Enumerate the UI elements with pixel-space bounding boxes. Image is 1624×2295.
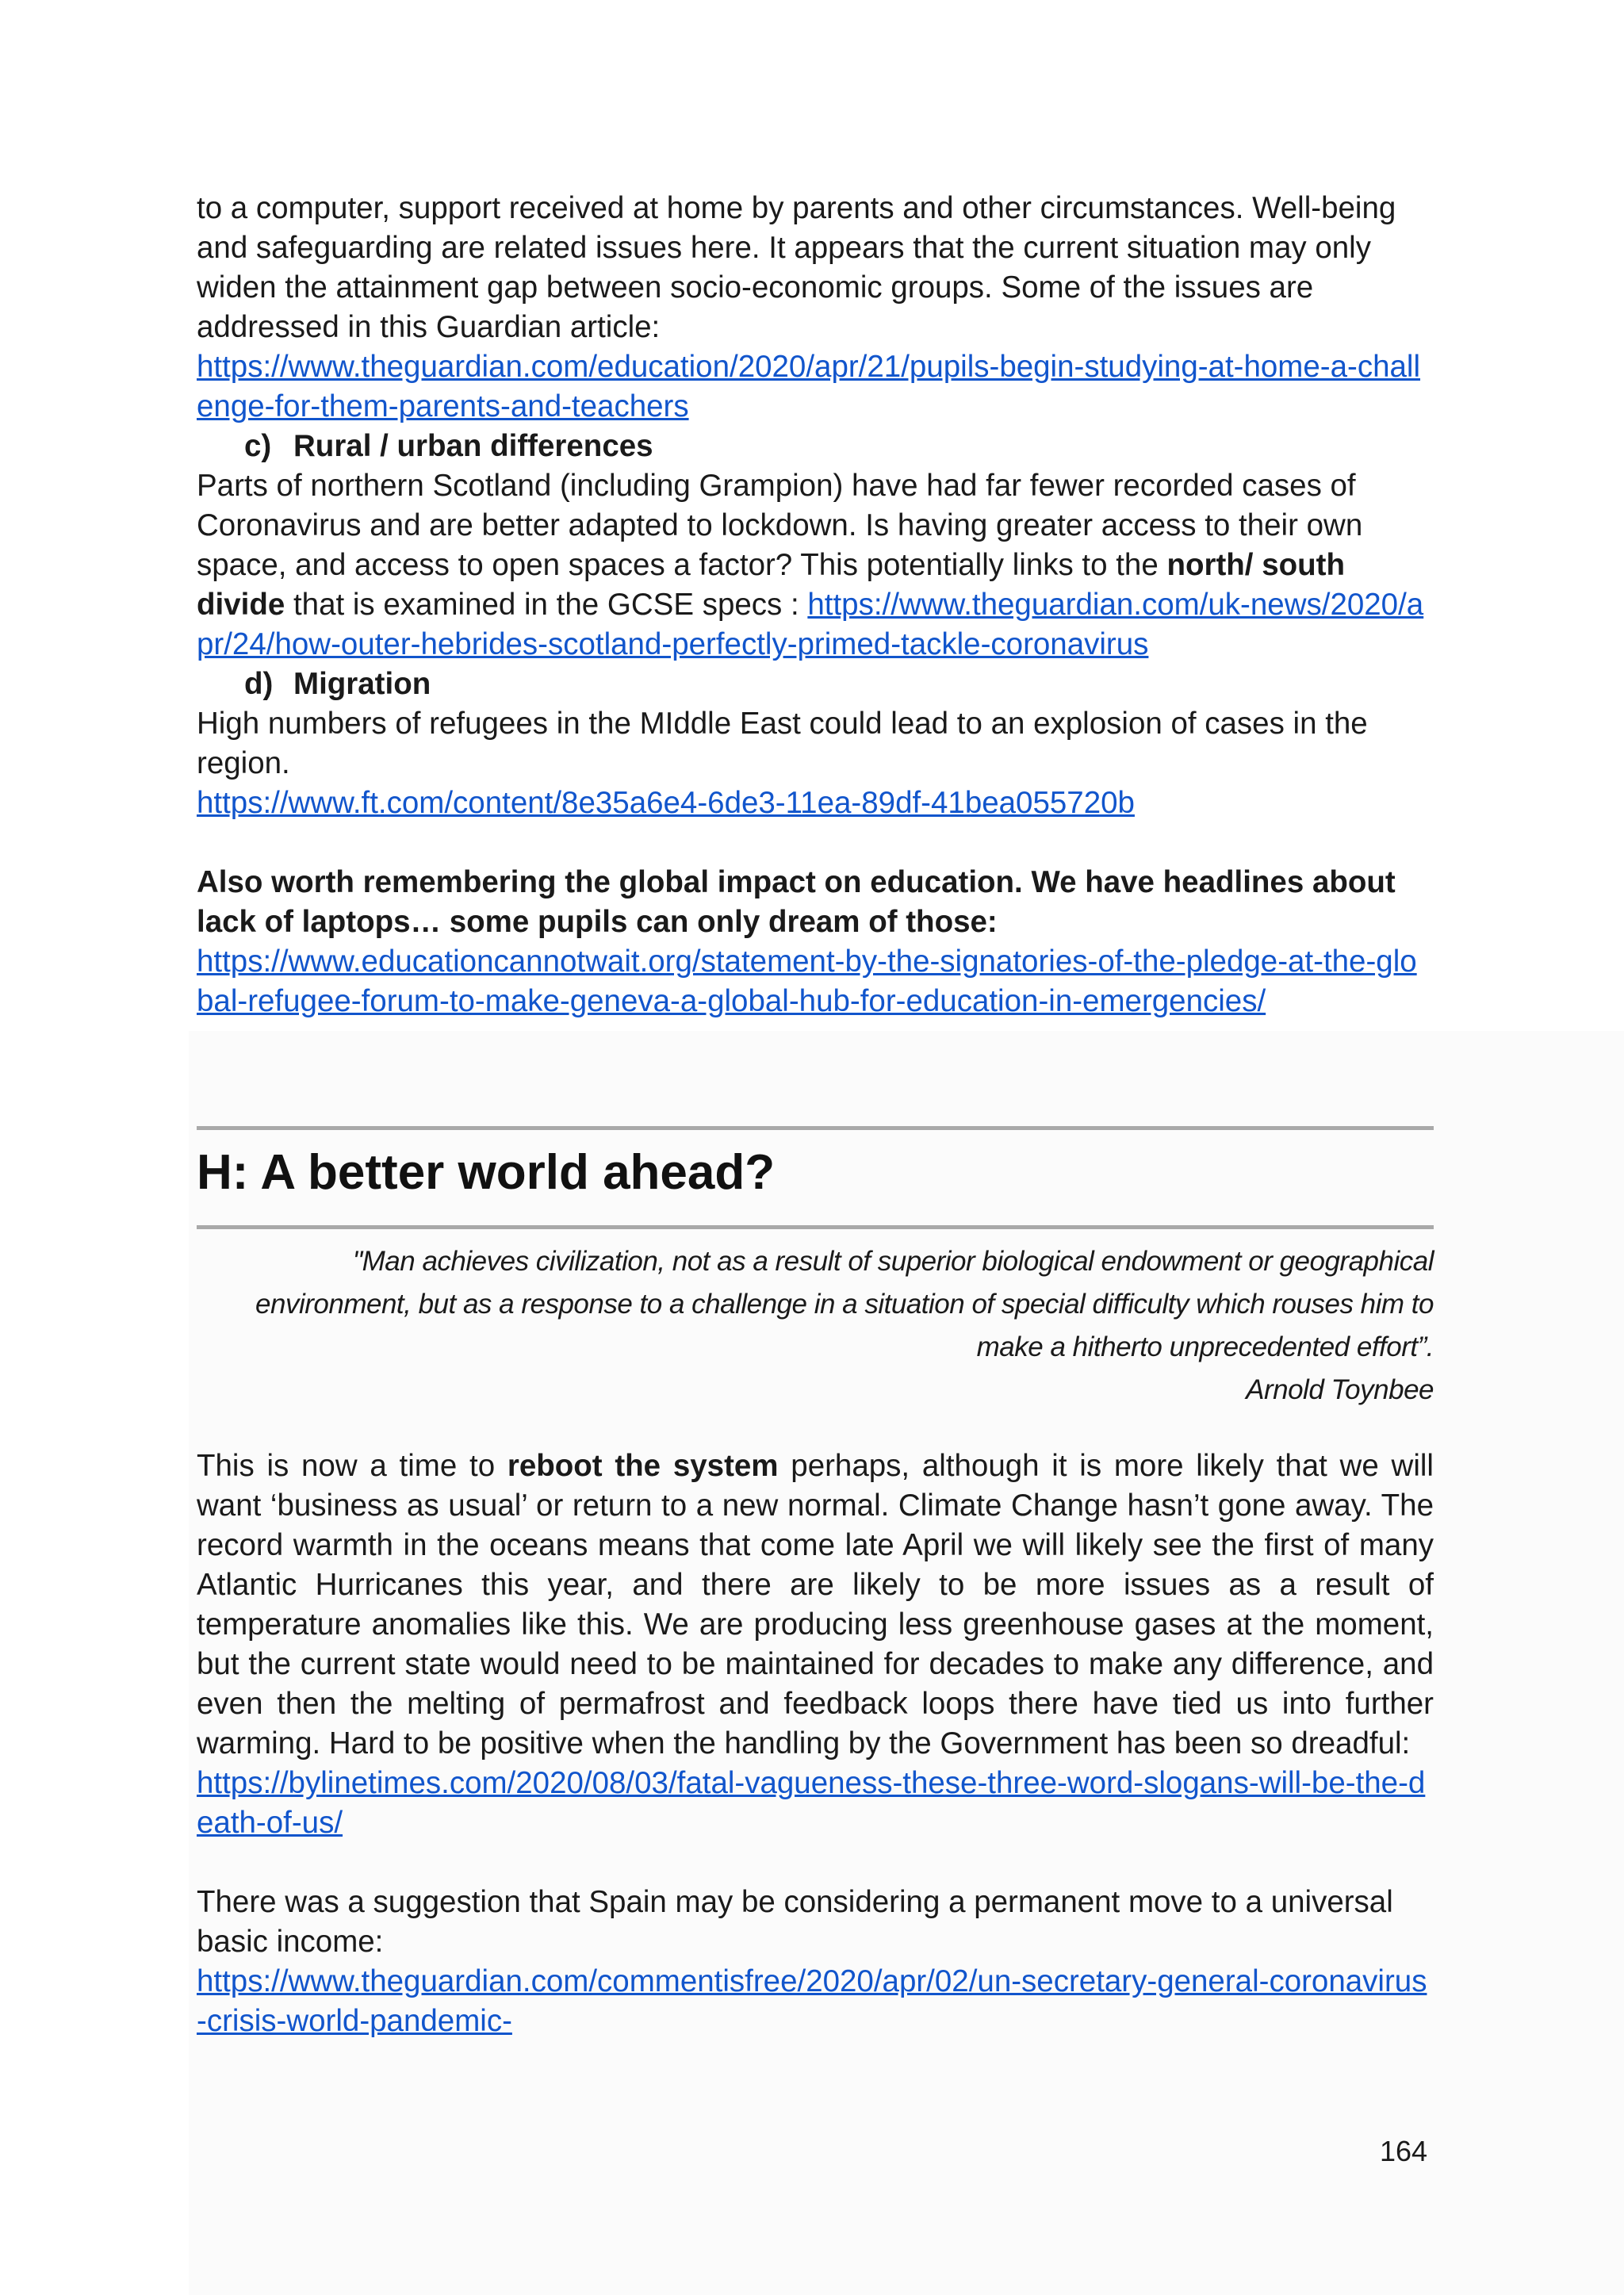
- guardian-education-link[interactable]: https://www.theguardian.com/education/2020/apr/21/pupils-begin-studying-at-home-a-challenge-for-them-parents-and-teachers: [197, 350, 1421, 423]
- section-heading: H: A better world ahead?: [197, 1145, 776, 1200]
- subheading-title: Rural / urban differences: [293, 429, 653, 463]
- rural-urban-paragraph: [197, 466, 1434, 665]
- basic-income-text: There was a suggestion that Spain may be considering a permanent move to a universal basic income:: [197, 1885, 1393, 1959]
- migration-paragraph: [197, 704, 1434, 823]
- intro-text: to a computer, support received at home by parents and other circumstances. Well-being and safeguarding are related issues here. It appears that the current situation may only widen the attainment gap between socio-economic groups. Some of the issues are addressed in this Guardian article:: [197, 191, 1396, 344]
- subheading-letter: d): [244, 667, 274, 701]
- byline-times-link[interactable]: https://bylinetimes.com/2020/08/03/fatal-vagueness-these-three-word-slogans-will-be-the-death-of-us/: [197, 1766, 1426, 1840]
- quote-line: "Man achieves civilization, not as a result of superior biological endowment or geographical: [352, 1246, 1434, 1277]
- education-cannot-wait-link[interactable]: https://www.educationcannotwait.org/statement-by-the-signatories-of-the-pledge-at-the-global-refugee-forum-to-make-geneva-a-global-hub-for-education-in-emergencies/: [197, 944, 1417, 1018]
- spacer: [197, 1021, 1434, 1126]
- reboot-text-before: This is now a time to: [197, 1449, 508, 1483]
- global-impact-paragraph: [197, 863, 1434, 1021]
- global-impact-bold: Also worth remembering the global impact on education. We have headlines about lack of laptops… some pupils can only dream of those:: [197, 865, 1396, 939]
- subheading-title: Migration: [293, 667, 431, 701]
- subheading-migration: [197, 665, 1434, 704]
- reboot-text-after: perhaps, although it is more likely that we will want ‘business as usual’ or return to a new normal. Climate Change hasn’t gone away. The record warmth in the oceans means that come late April we will likely see the first of many Atlantic Hurricanes this year, and there are likely to be more issues as a result of temperature anomalies like this. We are producing less greenhouse gases at the moment, but the current state would need to be maintained for decades to make any difference, and even then the melting of permafrost and feedback loops there have tied us into further warming. Hard to be positive when the handling by the Government has been so dreadful:: [197, 1449, 1434, 1761]
- migration-text: High numbers of refugees in the MIddle East could lead to an explosion of cases in the region.: [197, 707, 1368, 780]
- north-south-divide-bold: north/ south divide: [197, 548, 1345, 622]
- rural-urban-text: Parts of northern Scotland (including Grampion) have had far fewer recorded cases of Coronavirus and are better adapted to lockdown. Is having greater access to their own space, and access to open spaces a factor? This potentially links to the: [197, 469, 1363, 582]
- basic-income-paragraph: [197, 1883, 1434, 2041]
- heading-top-rule: [197, 1126, 1434, 1130]
- page-number: 164: [1380, 2135, 1428, 2167]
- spacer: [197, 823, 1434, 863]
- spacer: [197, 1412, 1434, 1446]
- heading-bottom-rule: [197, 1225, 1434, 1229]
- subheading-letter: c): [244, 429, 272, 463]
- guardian-commentisfree-link[interactable]: https://www.theguardian.com/commentisfree/2020/apr/02/un-secretary-general-coronavirus-crisis-world-pandemic-: [197, 1964, 1427, 2038]
- page-content: [197, 189, 1434, 2041]
- gcse-specs-text: that is examined in the GCSE specs :: [285, 588, 808, 622]
- reboot-bold: reboot the system: [507, 1449, 779, 1483]
- toynbee-quote: [197, 1240, 1434, 1412]
- subheading-rural-urban: [197, 427, 1434, 466]
- guardian-hebrides-link[interactable]: https://www.theguardian.com/uk-news/2020/apr/24/how-outer-hebrides-scotland-perfectly-primed-tackle-coronavirus: [197, 588, 1424, 661]
- spacer: [197, 1843, 1434, 1883]
- ft-link[interactable]: https://www.ft.com/content/8e35a6e4-6de3-11ea-89df-41bea055720b: [197, 786, 1135, 820]
- quote-attribution: Arnold Toynbee: [1246, 1374, 1434, 1405]
- intro-paragraph: [197, 189, 1434, 427]
- quote-line: environment, but as a response to a challenge in a situation of special difficulty which rouses him to: [255, 1289, 1434, 1320]
- reboot-paragraph: [197, 1446, 1434, 1843]
- quote-line: make a hitherto unprecedented effort”.: [976, 1331, 1434, 1362]
